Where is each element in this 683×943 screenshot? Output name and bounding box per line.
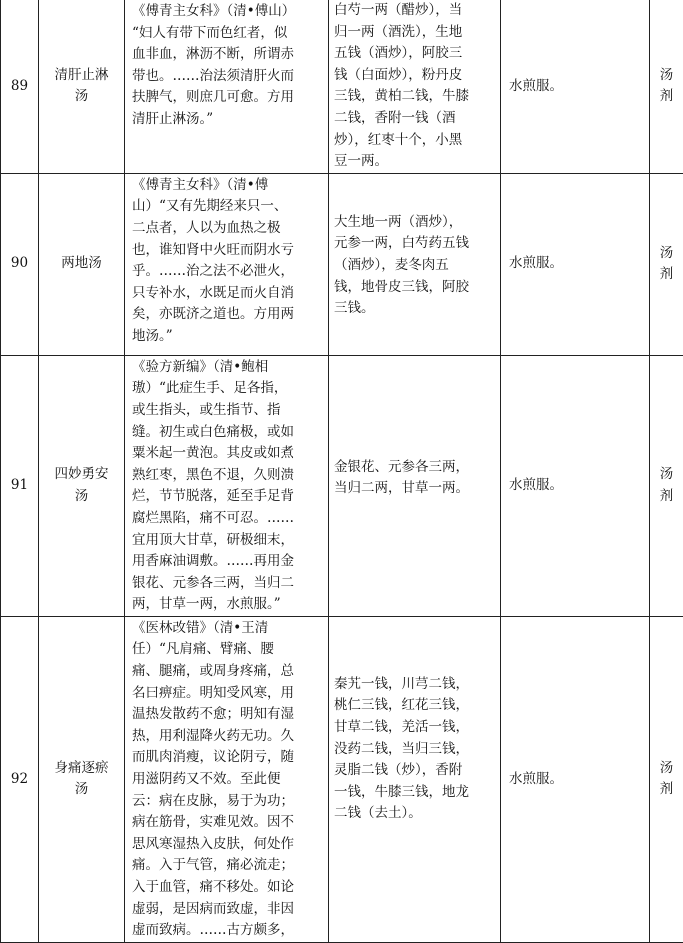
source-text-line: 《傅青主女科》（清•傅 xyxy=(132,175,324,197)
formula-source xyxy=(125,173,329,355)
source-text-line: 璈）“此症生手、足各指， xyxy=(132,378,324,400)
formula-composition xyxy=(329,355,501,616)
source-text-line: 血非血，淋沥不断，所谓赤 xyxy=(132,44,324,66)
source-text-line: 宜用顶大甘草，研极细末， xyxy=(132,530,324,552)
composition-text-line: 甘草二钱，羌活一钱， xyxy=(334,717,496,739)
source-text-line: 熟红枣，黑色不退，久则溃 xyxy=(132,465,324,487)
source-text-line: 乎。……治之法不必泄火， xyxy=(132,261,324,283)
composition-text-line: 三钱。 xyxy=(334,298,496,320)
table-row xyxy=(1,616,683,942)
formula-form: 汤剂 xyxy=(650,173,683,355)
formula-composition xyxy=(329,0,501,173)
formula-form: 汤剂 xyxy=(650,355,683,616)
source-text-line: “妇人有带下而色红者，似 xyxy=(132,23,324,45)
composition-text-line: 大生地一两（酒炒）， xyxy=(334,212,496,234)
composition-text-line: 二钱（去土）。 xyxy=(334,803,496,825)
formula-number: 89 xyxy=(1,0,39,173)
source-text-line: 病在筋骨，实难见效。因不 xyxy=(132,812,324,834)
source-text-line: 任）“凡肩痛、臂痛、腰 xyxy=(132,639,324,661)
source-text-line: 扶脾气，则庶几可愈。方用 xyxy=(132,87,324,109)
formula-composition xyxy=(329,616,501,942)
formula-form: 汤剂 xyxy=(650,616,683,942)
source-text-line: 虚而致病。……古方颇多， xyxy=(132,920,324,942)
formula-number: 90 xyxy=(1,173,39,355)
source-text-line: 《医林改错》（清•王清 xyxy=(132,618,324,640)
composition-text-line: 没药二钱，当归三钱， xyxy=(334,739,496,761)
source-text-line: 山）“又有先期经来只一、 xyxy=(132,196,324,218)
source-text-line: 或生指头，或生指节、指 xyxy=(132,400,324,422)
formula-usage: 水煎服。 xyxy=(501,355,650,616)
composition-text-line: 归一两（酒洗），生地 xyxy=(334,22,496,44)
formula-usage: 水煎服。 xyxy=(501,616,650,942)
formula-name: 四妙勇安汤 xyxy=(39,355,125,616)
formula-source xyxy=(125,0,329,173)
composition-text-line: 当归二两，甘草一两。 xyxy=(334,478,496,500)
composition-text-line: 五钱（酒炒），阿胶三 xyxy=(334,43,496,65)
composition-text-line: 钱，地骨皮三钱，阿胶 xyxy=(334,277,496,299)
source-text-line: 烂，节节脱落，延至手足背 xyxy=(132,486,324,508)
source-text-line: 二点者，人以为血热之极 xyxy=(132,218,324,240)
source-text-line: 入于血管，痛不移处。如论 xyxy=(132,877,324,899)
formula-number: 91 xyxy=(1,355,39,616)
formula-usage: 水煎服。 xyxy=(501,173,650,355)
composition-text-line: 桃仁三钱，红花三钱， xyxy=(334,695,496,717)
source-text-line: 《傅青主女科》（清•傅山） xyxy=(132,1,324,23)
source-text-line: 温热发散药不愈；明知有湿 xyxy=(132,704,324,726)
source-text-line: 带也。……治法须清肝火而 xyxy=(132,66,324,88)
source-text-line: 矣，亦既济之道也。方用两 xyxy=(132,304,324,326)
formula-source xyxy=(125,616,329,942)
source-text-line: 缝。初生或白色痛极，或如 xyxy=(132,422,324,444)
source-text-line: 用香麻油调敷。……再用金 xyxy=(132,551,324,573)
composition-text-line: 炒），红枣十个，小黑 xyxy=(334,130,496,152)
source-text-line: 痛。入于气管，痛必流走； xyxy=(132,855,324,877)
source-text-line: 思风寒湿热入皮肤，何处作 xyxy=(132,834,324,856)
source-text-line: 《验方新编》（清•鲍相 xyxy=(132,357,324,379)
formula-form: 汤剂 xyxy=(650,0,683,173)
source-text-line: 地汤。” xyxy=(132,326,324,348)
formula-name: 两地汤 xyxy=(39,173,125,355)
formula-source xyxy=(125,355,329,616)
composition-text-line: 秦艽一钱，川芎二钱， xyxy=(334,674,496,696)
source-text-line: 名曰痹症。明知受风寒，用 xyxy=(132,683,324,705)
source-text-line: 而肌肉消瘦，议论阴亏，随 xyxy=(132,747,324,769)
formula-usage: 水煎服。 xyxy=(501,0,650,173)
source-text-line: 粟米起一黄泡。其皮或如煮 xyxy=(132,443,324,465)
source-text-line: 云：病在皮脉，易于为功； xyxy=(132,791,324,813)
composition-text-line: 元参一两，白芍药五钱 xyxy=(334,233,496,255)
composition-text-line: 钱（白面炒），粉丹皮 xyxy=(334,65,496,87)
source-text-line: 痛、腿痛，或周身疼痛，总 xyxy=(132,661,324,683)
source-text-line: 两，甘草一两，水煎服。” xyxy=(132,594,324,616)
composition-text-line: 二钱，香附一钱（酒 xyxy=(334,108,496,130)
formula-name: 身痛逐瘀汤 xyxy=(39,616,125,942)
composition-text-line: （酒炒），麦冬肉五 xyxy=(334,255,496,277)
table-row xyxy=(1,173,683,355)
formula-composition xyxy=(329,173,501,355)
source-text-line: 只专补水，水既足而火自消 xyxy=(132,283,324,305)
composition-text-line: 金银花、元参各三两， xyxy=(334,457,496,479)
formula-number: 92 xyxy=(1,616,39,942)
source-text-line: 用滋阴药又不效。至此便 xyxy=(132,769,324,791)
source-text-line: 虚弱，是因病而致虚，非因 xyxy=(132,899,324,921)
composition-text-line: 灵脂二钱（炒），香附 xyxy=(334,760,496,782)
source-text-line: 银花、元参各三两，当归二 xyxy=(132,573,324,595)
table-row xyxy=(1,355,683,616)
composition-text-line: 三钱，黄柏二钱，牛膝 xyxy=(334,86,496,108)
composition-text-line: 豆一两。 xyxy=(334,151,496,173)
table-row xyxy=(1,0,683,173)
formula-name: 清肝止淋汤 xyxy=(39,0,125,173)
source-text-line: 也，谁知肾中火旺而阴水亏 xyxy=(132,240,324,262)
source-text-line: 腐烂黑陷，痛不可忍。…… xyxy=(132,508,324,530)
source-text-line: 清肝止淋汤。” xyxy=(132,109,324,131)
source-text-line: 热，用利湿降火药无功。久 xyxy=(132,726,324,748)
composition-text-line: 白芍一两（醋炒），当 xyxy=(334,0,496,22)
composition-text-line: 一钱，牛膝三钱，地龙 xyxy=(334,782,496,804)
